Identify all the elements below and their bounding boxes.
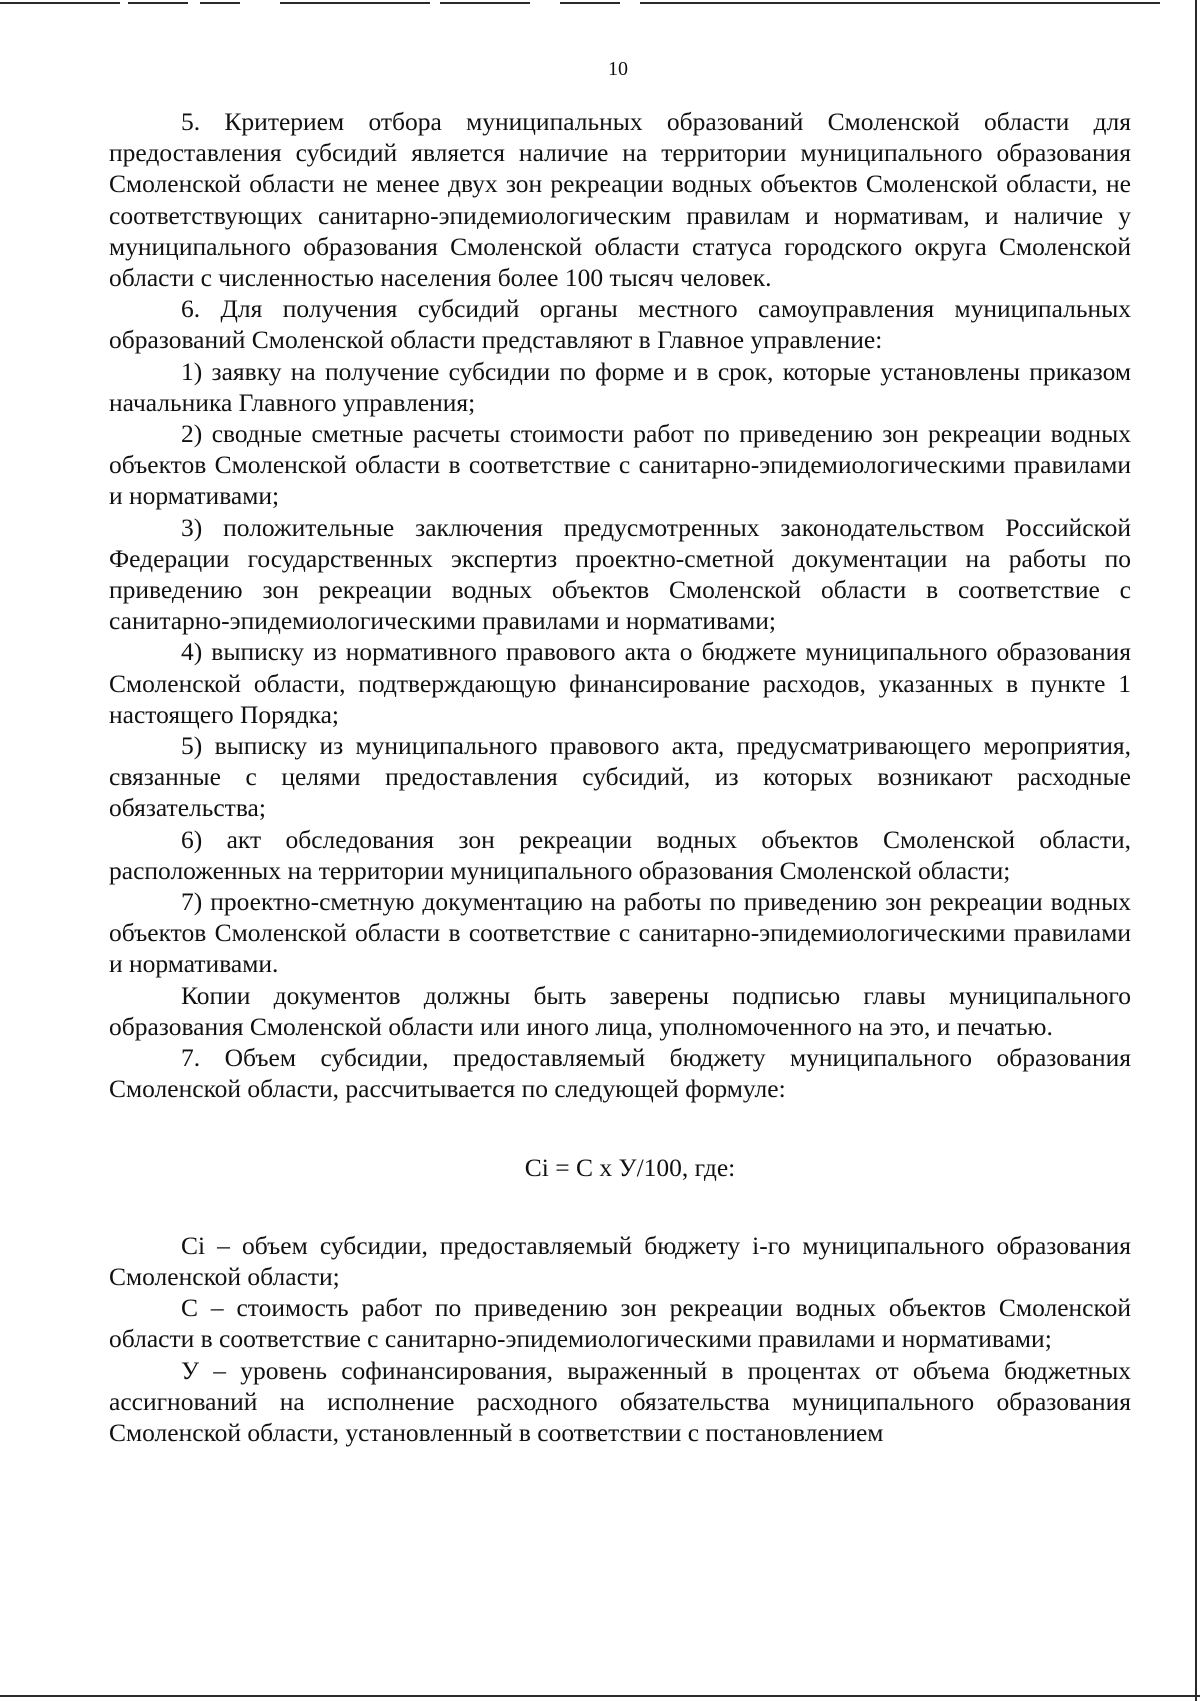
scan-top-border (0, 0, 1200, 10)
subsidy-formula: Ci = C x У/100, где: (524, 1152, 736, 1182)
scan-bottom-border (0, 1695, 1200, 1697)
paragraph-certification: Копии документов должны быть заверены подписью главы муниципального образования Смоленской области или иного лица, уполномоченного на это, и печатью. (109, 980, 1131, 1041)
list-item-budget-extract: 4) выписку из нормативного правового акта о бюджете муниципального образования Смоленской области, подтверждающую финансирование расходов, указанных в пункте 1 настоящего Порядка; (109, 637, 1131, 729)
list-item-inspection-act: 6) акт обследования зон рекреации водных объектов Смоленской области, расположенных на территории муниципального образования Смоленской области; (109, 824, 1131, 885)
list-item-municipal-act-extract: 5) выписку из муниципального правового акта, предусматривающего мероприятия, связанные с целями предоставления субсидий, из которых возникают расходные обязательства; (109, 731, 1131, 823)
paragraph-criterion: 5. Критерием отбора муниципальных образований Смоленской области для предоставления субсидий является наличие на территории муниципального образования Смоленской области не менее двух зон рекреации водных объектов Смоленской области, не соответствующих санитарно-эпидемиологическим правилам и нормативам, и наличие у муниципального образования Смоленской области статуса городского округа Смоленской области с численностью населения более 100 тысяч человек. (109, 107, 1131, 293)
document-body (109, 106, 1131, 1448)
list-item-expert-conclusions: 3) положительные заключения предусмотренных законодательством Российской Федерации государственных экспертиз проектно-сметной документации на работы по приведению зон рекреации водных объектов Смоленской области в соответствие с санитарно-эпидемиологическими правилами и нормативами; (109, 512, 1131, 636)
paragraph-documents-intro: 6. Для получения субсидий органы местного самоуправления муниципальных образований Смоленской области представляют в Главное управление: (109, 294, 1131, 355)
list-item-application: 1) заявку на получение субсидии по форме и в срок, которые установлены приказом начальника Главного управления; (109, 356, 1131, 417)
list-item-design-documentation: 7) проектно-сметную документацию на работы по приведению зон рекреации водных объектов Смоленской области в соответствие с санитарно-эпидемиологическими правилами и нормативами. (109, 887, 1131, 979)
paragraph-subsidy-volume: 7. Объем субсидии, предоставляемый бюджету муниципального образования Смоленской области, рассчитывается по следующей формуле: (109, 1043, 1131, 1104)
page-number: 10 (608, 58, 628, 80)
list-item-estimates: 2) сводные сметные расчеты стоимости работ по приведению зон рекреации водных объектов Смоленской области в соответствие с санитарно-эпидемиологическими правилами и нормативами; (109, 419, 1131, 511)
scan-right-border (1195, 0, 1197, 1701)
definition-ci: Ci – объем субсидии, предоставляемый бюджету i-го муниципального образования Смоленской области; (109, 1230, 1131, 1291)
definition-c: C – стоимость работ по приведению зон рекреации водных объектов Смоленской области в соответствие с санитарно-эпидемиологическими правилами и нормативами; (109, 1293, 1131, 1354)
definition-u: У – уровень софинансирования, выраженный в процентах от объема бюджетных ассигнований на исполнение расходного обязательства муниципального образования Смоленской области, установленный в соответствии с постановлением (109, 1355, 1131, 1447)
